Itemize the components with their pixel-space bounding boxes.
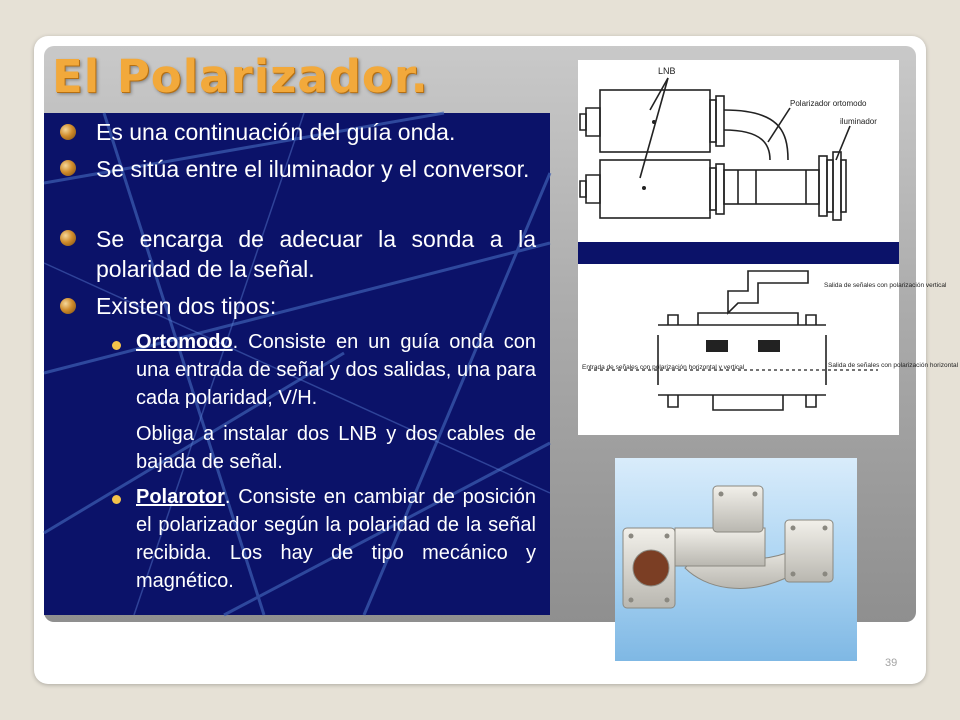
bullet-list — [44, 113, 550, 615]
sub-bullet-item — [136, 483, 536, 595]
probe-block — [706, 340, 728, 352]
bullet-icon — [60, 160, 76, 176]
slide-title: El Polarizador. — [52, 50, 429, 103]
label-iluminador: iluminador — [840, 117, 877, 126]
waveguide-illustration — [615, 458, 857, 661]
text-panel — [44, 113, 550, 615]
probe-block — [758, 340, 780, 352]
technical-figure — [578, 60, 959, 435]
page-number: 39 — [885, 657, 898, 669]
lnb-point-icon — [652, 120, 656, 124]
blue-band — [578, 242, 899, 264]
bullet-item: Se sitúa entre el iluminador y el conversor. — [96, 156, 530, 182]
sub-bullet-extra: Obliga a instalar dos LNB y dos cables de bajada de señal. — [136, 423, 536, 473]
sub-bullet-icon — [112, 341, 121, 350]
port-opening-icon — [633, 550, 669, 586]
label-polarizador: Polarizador ortomodo — [790, 99, 867, 108]
sub-bullet-icon — [112, 495, 121, 504]
ortomodo-diagram — [578, 60, 959, 435]
bullet-item: Es una continuación del guía onda. — [96, 119, 456, 145]
bullet-icon — [60, 298, 76, 314]
label-salida-vertical: Salida de señales con polarización vertical — [824, 282, 947, 289]
label-entrada: Entrada de señales con polarización horizontal y vertical — [582, 364, 745, 371]
label-salida-horizontal: Salida de señales con polarización horizontal — [828, 362, 959, 369]
bullet-item: Se encarga de adecuar la sonda a la polaridad de la señal. — [96, 226, 536, 282]
bullet-icon — [60, 124, 76, 140]
term-ortomodo: Ortomodo — [136, 331, 233, 353]
sub-bullet-item — [136, 328, 536, 412]
polarotor-text: . Consiste en cambiar de posición el polarizador según la polaridad de la señal recibida. Los hay de tipo mecánico y magnético. — [136, 486, 536, 592]
ortomodo-text: . Consiste en un guía onda con una entrada de señal y dos salidas, una para cada polaridad, V/H. — [136, 331, 536, 409]
lnb-point-icon — [642, 186, 646, 190]
bullet-icon — [60, 230, 76, 246]
polarizer-photo — [615, 458, 857, 661]
bullet-item: Existen dos tipos: — [96, 293, 277, 319]
label-lnb: LNB — [658, 66, 676, 76]
term-polarotor: Polarotor — [136, 486, 225, 508]
